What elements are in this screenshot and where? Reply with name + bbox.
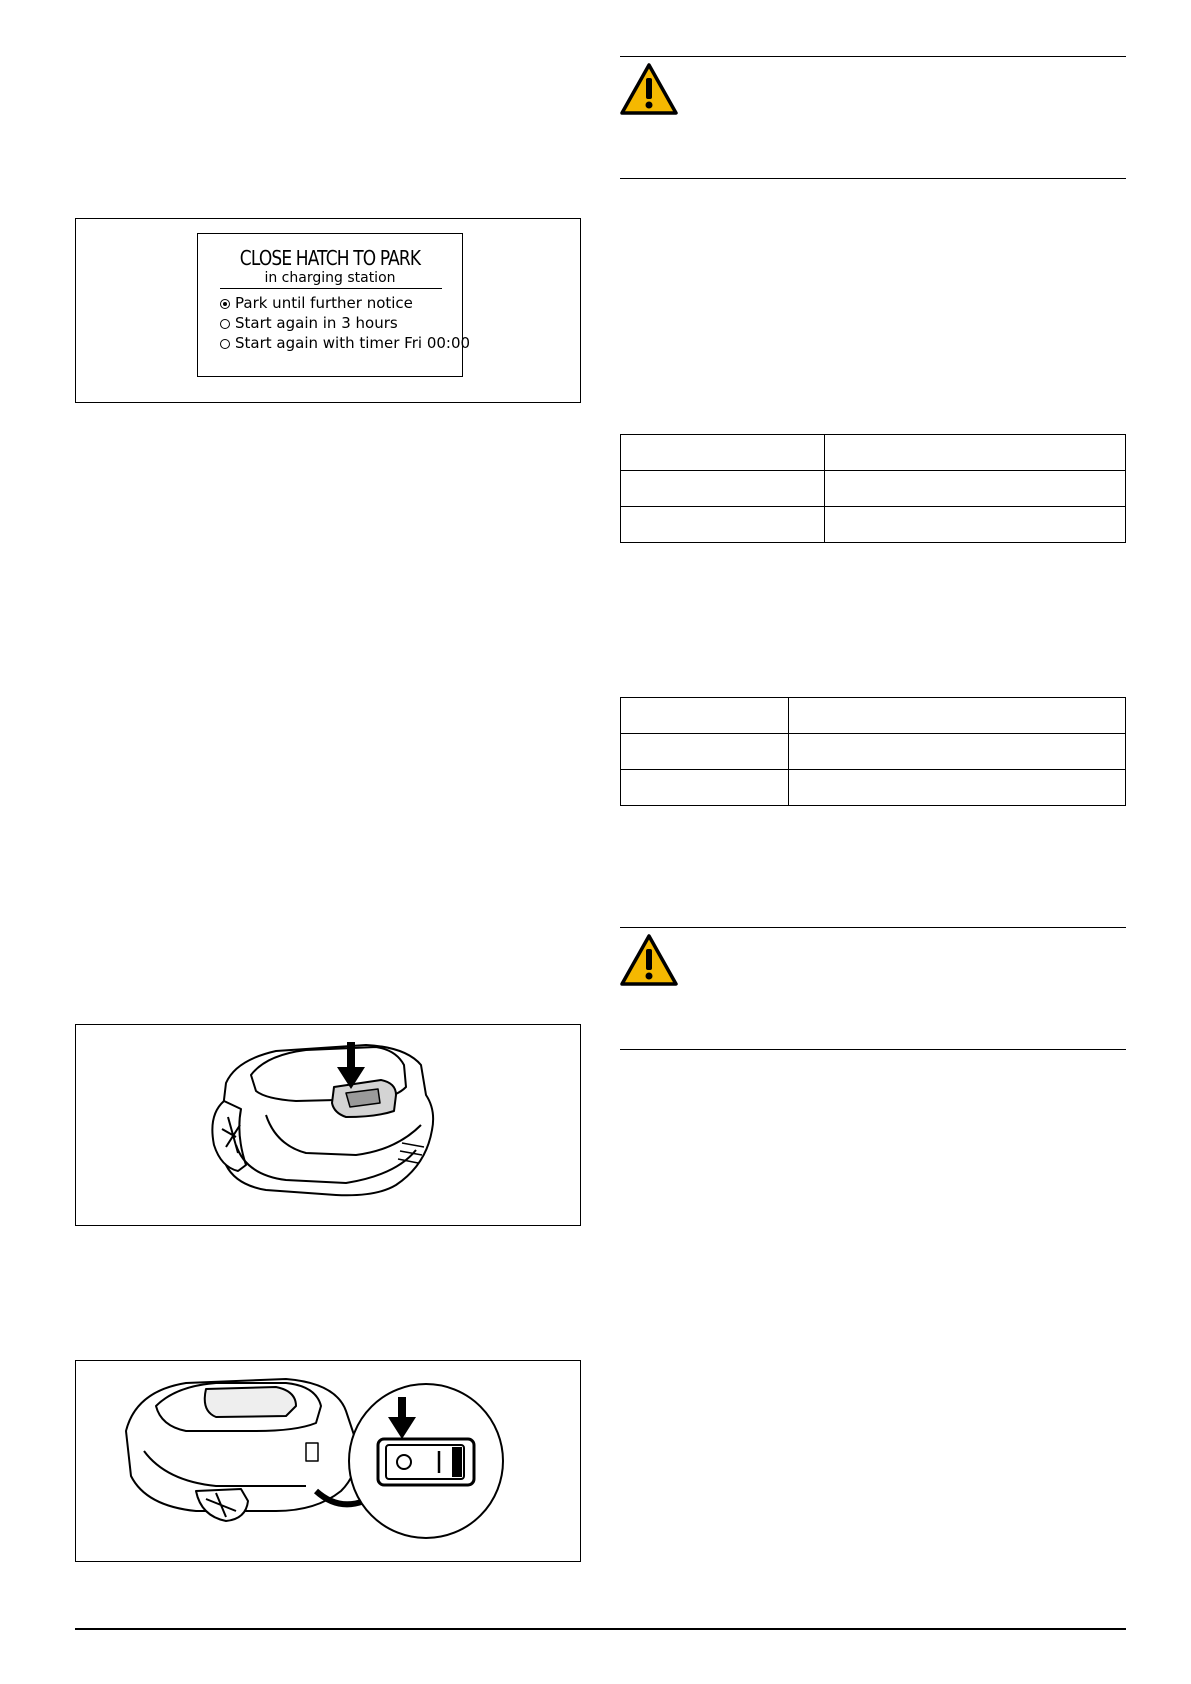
display-option-timer: [220, 334, 470, 352]
display-option-start-3h: [220, 314, 398, 332]
figure-mower-switch: [75, 1360, 581, 1562]
table-row: [621, 734, 1126, 770]
table-row: [621, 471, 1126, 507]
radio-selected-icon: [220, 299, 230, 309]
table-2: [620, 697, 1126, 806]
table-1: [620, 434, 1126, 543]
warning-rule-bottom-1: [620, 178, 1126, 179]
option-label: Start again with timer Fri 00:00: [235, 334, 471, 352]
mower-switch-illustration: [76, 1361, 580, 1561]
lcd-display: [197, 233, 471, 377]
table-row: [621, 770, 1126, 806]
display-title: CLOSE HATCH TO PARK: [239, 246, 421, 270]
option-label: Park until further notice: [235, 294, 413, 312]
radio-unselected-icon: [220, 339, 230, 349]
warning-triangle-icon: [619, 62, 679, 116]
radio-unselected-icon: [220, 319, 230, 329]
table-row: [621, 698, 1126, 734]
table-row: [621, 507, 1126, 543]
footer-rule: [75, 1628, 1126, 1630]
table-row: [621, 435, 1126, 471]
warning-rule-top-1: [620, 56, 1126, 57]
mower-hatch-illustration: [76, 1025, 580, 1225]
display-divider: [220, 288, 442, 289]
display-option-park: [220, 294, 413, 312]
warning-rule-top-2: [620, 927, 1126, 928]
warning-triangle-icon: [619, 933, 679, 987]
figure-mower-hatch: [75, 1024, 581, 1226]
option-label: Start again in 3 hours: [235, 314, 398, 332]
display-subtitle: in charging station: [264, 270, 396, 286]
warning-rule-bottom-2: [620, 1049, 1126, 1050]
